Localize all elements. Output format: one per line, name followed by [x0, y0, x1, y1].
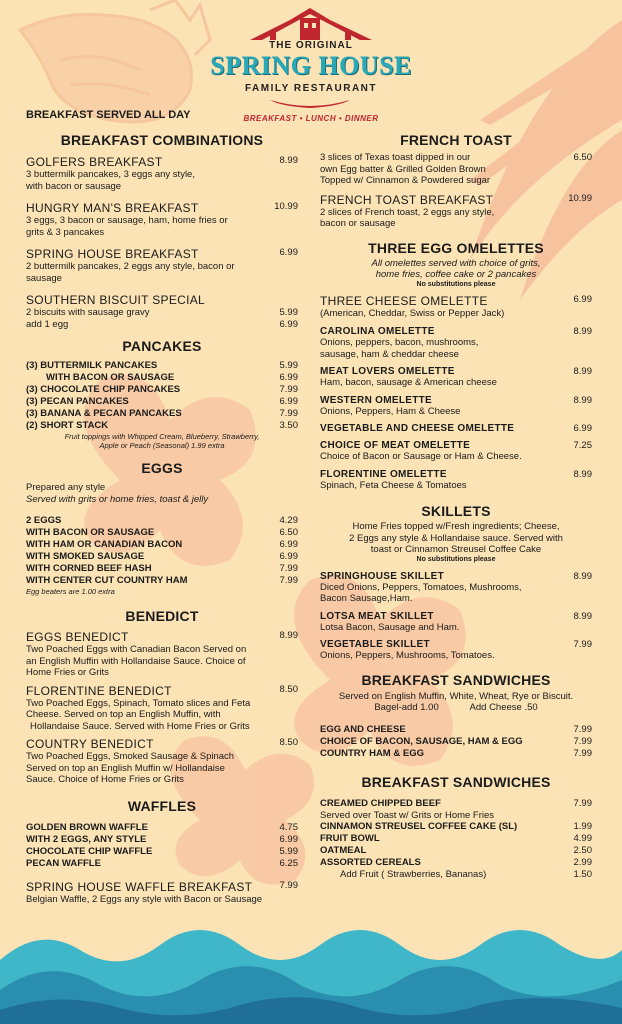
item-name: CAROLINA OMELETTE	[320, 326, 435, 337]
item-price: 8.50	[279, 737, 298, 748]
item-desc: 3 eggs, 3 bacon or sausage, ham, home fries or	[26, 215, 228, 226]
item-name: (3) PECAN PANCAKES	[26, 396, 129, 407]
section-title-combinations: BREAKFAST COMBINATIONS	[60, 132, 264, 148]
item-name: OATMEAL	[320, 845, 367, 856]
menu-item	[26, 551, 298, 563]
egg-beaters-note: Egg beaters are 1.00 extra	[26, 587, 115, 596]
item-price: 8.99	[573, 366, 592, 377]
item-price: 2.99	[573, 857, 592, 868]
section-title-french-toast: FRENCH TOAST	[400, 132, 512, 148]
menu-item	[26, 515, 298, 527]
item-desc: 2 biscuits with sausage gravy	[26, 307, 150, 318]
waffles-list	[26, 822, 298, 906]
omelettes-list	[320, 294, 592, 492]
sandwiches-subtitle: Served on English Muffin, White, Wheat, Rye or Biscuit.	[338, 690, 574, 702]
item-desc: Diced Onions, Peppers, Tomatoes, Mushrooms,	[320, 581, 522, 593]
menu-item	[26, 360, 298, 372]
menu-item	[320, 152, 592, 187]
bagel-addon: Bagel-add 1.00	[374, 702, 439, 713]
item-desc: Choice of Bacon or Sausage or Ham & Cheese.	[320, 451, 522, 462]
item-desc: an English Muffin with Hollandaise Sauce. Choice of	[26, 655, 246, 667]
item-desc: Two Poached Eggs, Spinach, Tomato slices and Feta	[26, 697, 251, 709]
skillets-no-substitutions: No substitutions please	[416, 555, 496, 563]
item-desc: bacon or sausage	[320, 218, 396, 229]
item-price: 6.99	[279, 372, 298, 383]
item-price: 6.99	[279, 247, 298, 258]
menu-item	[26, 420, 298, 432]
item-price: 6.99	[279, 833, 298, 845]
item-name: CHOICE OF MEAT OMELETTE	[320, 440, 471, 451]
item-price: 1.50	[573, 869, 592, 880]
omelettes-no-substitutions: No substitutions please	[416, 280, 496, 288]
item-desc: add 1 egg	[26, 318, 69, 330]
item-name: LOTSA MEAT SKILLET	[320, 610, 434, 622]
item-price: 6.25	[279, 857, 298, 869]
section-title-skillets: SKILLETS	[421, 503, 491, 519]
item-price: 7.99	[573, 797, 592, 809]
section-title-breakfast-sandwiches: BREAKFAST SANDWICHES	[361, 671, 551, 688]
menu-item	[26, 408, 298, 420]
item-desc: (American, Cheddar, Swiss or Pepper Jack)	[320, 307, 505, 319]
item-desc: Two Poached Eggs with Canadian Bacon Served on	[26, 644, 247, 655]
menu-item	[320, 294, 592, 320]
item-desc: 3 slices of Texas toast dipped in our	[320, 152, 471, 163]
item-price: 6.99	[573, 293, 592, 305]
sandwiches-list	[320, 724, 592, 760]
item-price: 7.99	[573, 639, 592, 650]
menu-item	[26, 396, 298, 408]
item-desc: Belgian Waffle, 2 Eggs any style with Bacon or Sausage	[26, 893, 263, 905]
menu-item	[320, 724, 592, 736]
item-price: 5.99	[279, 307, 298, 318]
section-title-breakfast-sandwiches-2: BREAKFAST SANDWICHES	[361, 773, 551, 790]
item-price: 8.50	[279, 683, 298, 695]
item-price: 7.99	[573, 747, 592, 759]
section-title-omelettes: THREE EGG OMELETTES	[368, 239, 544, 256]
right-column	[320, 132, 592, 881]
item-name: CHOCOLATE CHIP WAFFLE	[26, 845, 153, 857]
item-name: (3) BANANA & PECAN PANCAKES	[26, 408, 182, 419]
item-name: EGGS BENEDICT	[26, 630, 129, 644]
item-desc: grits & 3 pancakes	[26, 226, 105, 238]
item-name: VEGETABLE AND CHEESE OMELETTE	[320, 423, 515, 434]
item-desc: Spinach, Feta Cheese & Tomatoes	[320, 479, 467, 491]
menu-item	[26, 575, 298, 587]
menu-item	[320, 440, 592, 463]
item-desc: Home Fries or Grits	[26, 667, 109, 678]
item-name: WITH CENTER CUT COUNTRY HAM	[26, 575, 188, 586]
item-name: COUNTRY HAM & EGG	[320, 747, 424, 759]
skillets-subtitle: toast or Cinnamon Streusel Coffee Cake	[370, 544, 542, 555]
menu-item	[26, 201, 298, 238]
item-price: 6.99	[279, 551, 298, 562]
item-price: 8.99	[573, 326, 592, 337]
menu-item	[320, 423, 592, 434]
item-desc: Sauce. Choice of Home Fries or Grits	[26, 774, 184, 785]
item-desc: Cheese. Served on top an English Muffin, with	[26, 709, 221, 720]
item-price: 7.99	[279, 879, 298, 891]
menu-item	[26, 384, 298, 396]
item-price: 10.99	[568, 192, 592, 204]
menu-item	[26, 527, 298, 539]
item-desc: Topped w/ Cinnamon & Powdered sugar	[320, 175, 491, 186]
item-name: (2) SHORT STACK	[26, 420, 109, 431]
menu-item	[26, 858, 298, 870]
menu-item	[320, 326, 592, 360]
item-price: 7.25	[573, 440, 592, 451]
menu-item	[320, 736, 592, 748]
logo-meals-tagline: BREAKFAST • LUNCH • DINNER	[243, 114, 379, 123]
benedict-list	[26, 630, 298, 786]
omelettes-subtitle: home fries, coffee cake or 2 pancakes	[375, 269, 537, 280]
sides-list	[320, 798, 592, 881]
item-desc: Add Fruit ( Strawberries, Bananas)	[340, 869, 487, 880]
section-title-benedict: BENEDICT	[125, 608, 199, 624]
menu-item	[320, 798, 592, 822]
item-price: 5.99	[279, 845, 298, 857]
item-name: GOLDEN BROWN WAFFLE	[26, 821, 148, 833]
menu-item	[26, 737, 298, 786]
item-price: 4.29	[279, 515, 298, 526]
item-price: 8.99	[279, 630, 298, 641]
pancakes-list	[26, 360, 298, 450]
item-price: 7.99	[279, 384, 298, 395]
logo-restaurant-name: SPRING HOUSE	[210, 51, 412, 80]
item-name: FRENCH TOAST BREAKFAST	[320, 192, 494, 207]
item-name: FRUIT BOWL	[320, 833, 380, 844]
breakfast-served-all-day: BREAKFAST SERVED ALL DAY	[26, 109, 191, 121]
skillets-list	[320, 571, 592, 662]
item-desc: Served over Toast w/ Grits or Home Fries	[320, 809, 495, 821]
combo-list	[26, 155, 298, 330]
item-price: 2.50	[573, 845, 592, 856]
menu-item	[320, 833, 592, 845]
left-column	[26, 132, 298, 905]
pancake-topping-note: Fruit toppings with Whipped Cream, Blueberry, Strawberry,	[64, 432, 260, 441]
sandwiches-addons	[320, 702, 592, 714]
menu-item	[26, 293, 298, 330]
item-price: 6.50	[279, 527, 298, 538]
item-name: (3) BUTTERMILK PANCAKES	[26, 360, 158, 371]
pancake-topping-note: Apple or Peach (Seasonal) 1.99 extra	[99, 441, 225, 450]
menu-item	[320, 821, 592, 833]
menu-item	[26, 630, 298, 679]
item-price: 6.99	[279, 318, 298, 330]
item-price: 1.99	[573, 821, 592, 832]
item-name: ASSORTED CEREALS	[320, 857, 421, 868]
item-name: WITH CORNED BEEF HASH	[26, 563, 152, 574]
item-price: 6.99	[279, 396, 298, 407]
logo-the-original: THE ORIGINAL	[269, 40, 353, 51]
cheese-addon: Add Cheese .50	[469, 702, 538, 713]
item-desc: Ham, bacon, sausage & American cheese	[320, 377, 497, 388]
item-price: 6.50	[573, 152, 592, 163]
menu-item	[320, 869, 592, 881]
item-name: HUNGRY MAN'S BREAKFAST	[26, 201, 199, 215]
menu-item	[320, 193, 592, 230]
menu-item	[26, 539, 298, 551]
item-desc: Served on top an English Muffin w/ Hollandaise	[26, 762, 225, 774]
menu-item	[26, 834, 298, 846]
item-name: GOLFERS BREAKFAST	[26, 155, 163, 169]
item-price: 8.99	[573, 570, 592, 582]
item-name: SPRING HOUSE WAFFLE BREAKFAST	[26, 879, 253, 894]
item-price: 7.99	[279, 408, 298, 419]
item-price: 4.75	[279, 821, 298, 833]
menu-item	[26, 247, 298, 284]
item-name: CREAMED CHIPPED BEEF	[320, 797, 441, 809]
omelettes-subtitle: All omelettes served with choice of grits,	[371, 257, 541, 269]
item-name: WITH SMOKED SAUSAGE	[26, 551, 145, 562]
item-price: 7.99	[573, 723, 592, 735]
item-desc: sausage, ham & cheddar cheese	[320, 348, 459, 360]
item-price: 5.99	[279, 360, 298, 371]
item-name: CHOICE OF BACON, SAUSAGE, HAM & EGG	[320, 735, 523, 747]
skillets-subtitle: 2 Eggs any style & Hollandaise sauce. Served with	[349, 532, 563, 544]
item-desc: 2 slices of French toast, 2 eggs any style,	[320, 206, 495, 218]
item-price: 6.99	[573, 423, 592, 434]
item-price: 10.99	[274, 201, 298, 212]
section-title-pancakes: PANCAKES	[122, 338, 202, 354]
item-price: 4.99	[573, 833, 592, 844]
menu-item	[320, 395, 592, 418]
item-price: 7.99	[279, 563, 298, 574]
menu-item	[26, 372, 298, 384]
item-name: (3) CHOCOLATE CHIP PANCAKES	[26, 384, 181, 395]
item-desc: Bacon Sausage,Ham.	[320, 593, 413, 604]
item-name: WITH BACON OR SAUSAGE	[26, 527, 155, 538]
item-name: PECAN WAFFLE	[26, 857, 101, 869]
logo-family-restaurant: FAMILY RESTAURANT	[245, 83, 377, 94]
item-name: MEAT LOVERS OMELETTE	[320, 366, 455, 377]
item-price: 3.50	[279, 420, 298, 431]
item-desc: 2 buttermilk pancakes, 2 eggs any style, bacon or	[26, 261, 235, 272]
skillets-subtitle: Home Fries topped w/Fresh ingredients; Cheese,	[352, 521, 560, 532]
eggs-intro: Prepared any style	[26, 482, 106, 493]
french-toast-list	[320, 152, 592, 230]
item-name: SPRING HOUSE BREAKFAST	[26, 247, 199, 261]
menu-item	[320, 469, 592, 492]
menu-item	[320, 748, 592, 760]
eggs-list	[26, 482, 298, 596]
item-desc: own Egg batter & Grilled Golden Brown	[320, 163, 486, 175]
menu-item	[320, 611, 592, 634]
item-price: 8.99	[573, 468, 592, 480]
menu-item	[320, 366, 592, 389]
menu-item	[26, 563, 298, 575]
item-price: 8.99	[573, 610, 592, 622]
menu-item	[26, 880, 298, 906]
menu-item	[26, 684, 298, 733]
menu-item	[320, 639, 592, 662]
item-name: WESTERN OMELETTE	[320, 394, 433, 406]
item-price: 6.99	[279, 539, 298, 550]
item-name: FLORENTINE BENEDICT	[26, 683, 172, 698]
item-name: EGG AND CHEESE	[320, 723, 406, 735]
item-name: SOUTHERN BISCUIT SPECIAL	[26, 293, 206, 307]
item-name: WITH BACON OR SAUSAGE	[46, 372, 175, 383]
item-desc: Hollandaise Sauce. Served with Home Fries or Grits	[30, 720, 250, 732]
section-title-eggs: EGGS	[141, 460, 183, 476]
item-desc: sausage	[26, 272, 62, 284]
item-price: 7.99	[279, 575, 298, 586]
item-name: CINNAMON STREUSEL COFFEE CAKE (SL)	[320, 821, 518, 832]
item-desc: Onions, Peppers, Mushrooms, Tomatoes.	[320, 650, 495, 661]
item-name: VEGETABLE SKILLET	[320, 639, 430, 650]
item-desc: Two Poached Eggs, Smoked Sausage & Spinach	[26, 751, 235, 762]
section-title-waffles: WAFFLES	[127, 797, 197, 814]
item-desc: Onions, Peppers, Ham & Cheese	[320, 405, 461, 417]
menu-item	[26, 846, 298, 858]
item-price: 8.99	[573, 394, 592, 406]
item-desc: with bacon or sausage	[26, 180, 122, 192]
item-desc: 3 buttermilk pancakes, 3 eggs any style,	[26, 169, 195, 180]
item-name: 2 EGGS	[26, 515, 62, 526]
item-price: 7.99	[573, 735, 592, 747]
menu-item	[26, 155, 298, 192]
menu-item	[320, 857, 592, 869]
item-name: THREE CHEESE OMELETTE	[320, 293, 488, 308]
item-name: SPRINGHOUSE SKILLET	[320, 570, 445, 582]
eggs-intro-italic: Served with grits or home fries, toast & jelly	[26, 493, 209, 505]
menu-item	[320, 571, 592, 605]
item-desc: Lotsa Bacon, Sausage and Ham.	[320, 621, 460, 633]
item-name: WITH 2 EGGS, ANY STYLE	[26, 833, 147, 845]
item-name: COUNTRY BENEDICT	[26, 737, 154, 751]
menu-item	[320, 845, 592, 857]
item-price: 8.99	[279, 155, 298, 166]
item-name: FLORENTINE OMELETTE	[320, 468, 447, 480]
menu-item	[26, 822, 298, 834]
item-name: WITH HAM OR CANADIAN BACON	[26, 539, 183, 550]
item-desc: Onions, peppers, bacon, mushrooms,	[320, 337, 479, 348]
